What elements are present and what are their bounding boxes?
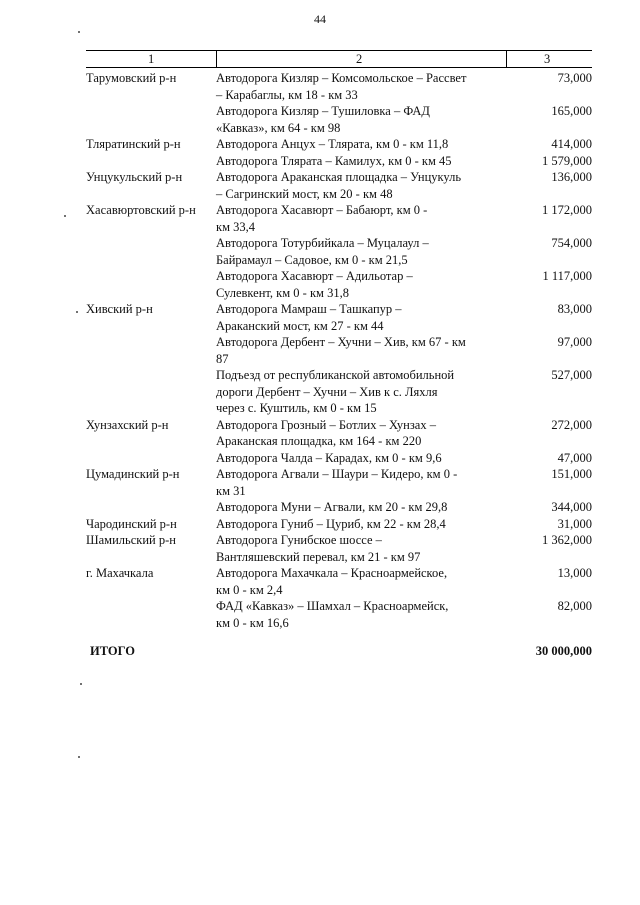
road-cell: [216, 417, 506, 450]
road-line: Автодорога Гунибское шоссе –: [216, 533, 382, 547]
table-row: [86, 153, 592, 170]
road-line: км 31: [216, 483, 246, 498]
road-line: км 0 - км 16,6: [216, 615, 289, 630]
table-body: [86, 70, 592, 631]
road-line: Автодорога Дербент – Хучни – Хив, км 67 - км: [216, 335, 466, 349]
table-row: [86, 417, 592, 450]
road-line: – Карабаглы, км 18 - км 33: [216, 87, 358, 102]
road-line: Автодорога Мамраш – Ташкапур –: [216, 302, 402, 316]
road-line: дороги Дербент – Хучни – Хив к с. Ляхля: [216, 384, 438, 399]
amount-cell: 151,000: [551, 467, 592, 481]
road-line: Автодорога Чалда – Карадах, км 0 - км 9,6: [216, 450, 442, 465]
scan-speck: [78, 756, 80, 758]
amount-cell: 1 117,000: [542, 269, 592, 283]
amount-cell: 47,000: [557, 450, 592, 465]
road-cell: [216, 202, 506, 235]
total-amount: 30 000,000: [535, 644, 592, 658]
road-line: ФАД «Кавказ» – Шамхал – Красноармейск,: [216, 599, 449, 613]
district-cell: г. Махачкала: [86, 566, 154, 580]
district-cell: [86, 598, 216, 631]
amount-cell: 165,000: [551, 104, 592, 118]
table-row: [86, 565, 592, 598]
amount-cell: 1 172,000: [542, 203, 592, 217]
road-line: Вантляшевский перевал, км 21 - км 97: [216, 549, 421, 564]
road-line: 87: [216, 351, 229, 366]
road-line: Автодорога Тлярата – Камилух, км 0 - км 45: [216, 153, 452, 168]
table-row: [86, 202, 592, 235]
scan-speck: [80, 683, 82, 685]
road-cell: [216, 499, 506, 516]
table-row: [86, 268, 592, 301]
amount-cell: 754,000: [551, 236, 592, 250]
table-row: [86, 136, 592, 153]
amount-cell: 73,000: [557, 71, 592, 85]
amount-cell: 13,000: [557, 566, 592, 580]
road-cell: [216, 532, 506, 565]
district-cell: Тарумовский р-н: [86, 71, 177, 85]
road-line: Араканская площадка, км 164 - км 220: [216, 434, 422, 448]
road-line: – Сагринский мост, км 20 - км 48: [216, 186, 393, 201]
road-line: Автодорога Грозный – Ботлих – Хунзах –: [216, 417, 436, 432]
road-cell: [216, 565, 506, 598]
district-cell: Шамильский р-н: [86, 533, 176, 547]
amount-cell: 1 362,000: [542, 533, 592, 547]
table-header: [86, 50, 592, 68]
road-cell: [216, 450, 506, 467]
district-cell: Хивский р-н: [86, 302, 153, 316]
road-line: Автодорога Анцух – Тлярата, км 0 - км 11,8: [216, 137, 449, 151]
district-cell: Чародинский р-н: [86, 516, 177, 531]
road-line: Автодорога Кизляр – Тушиловка – ФАД: [216, 104, 430, 118]
amount-cell: 82,000: [557, 599, 592, 613]
table-row: [86, 499, 592, 516]
table-row: [86, 301, 592, 334]
road-cell: [216, 516, 506, 533]
amount-cell: 83,000: [557, 302, 592, 316]
road-line: Араканский мост, км 27 - км 44: [216, 318, 384, 333]
table-row: [86, 70, 592, 103]
road-line: Автодорога Хасавюрт – Адильотар –: [216, 269, 413, 283]
district-cell: Хасавюртовский р-н: [86, 203, 196, 217]
scan-speck: [78, 31, 80, 33]
road-cell: [216, 136, 506, 153]
road-line: Автодорога Араканская площадка – Унцукуль: [216, 170, 462, 184]
total-row: [86, 643, 592, 660]
district-cell: Тляратинский р-н: [86, 137, 181, 151]
district-cell: [86, 153, 216, 170]
amount-cell: 272,000: [551, 417, 592, 432]
roads-table: [86, 50, 592, 660]
district-cell: [86, 235, 216, 268]
district-cell: Цумадинский р-н: [86, 467, 180, 481]
road-line: Сулевкент, км 0 - км 31,8: [216, 285, 349, 300]
amount-cell: 31,000: [557, 516, 592, 531]
road-line: Автодорога Махачкала – Красноармейское,: [216, 566, 448, 580]
header-col1: 1: [148, 52, 155, 66]
road-cell: [216, 598, 506, 631]
road-line: Байрамаул – Садовое, км 0 - км 21,5: [216, 252, 408, 267]
table-row: [86, 516, 592, 533]
road-line: Автодорога Агвали – Шаури – Кидеро, км 0 -: [216, 467, 458, 481]
table-row: [86, 450, 592, 467]
table-row: [86, 367, 592, 417]
road-cell: [216, 301, 506, 334]
district-cell: [86, 367, 216, 417]
road-cell: [216, 235, 506, 268]
road-cell: [216, 334, 506, 367]
road-line: км 0 - км 2,4: [216, 582, 283, 597]
amount-cell: 527,000: [551, 368, 592, 382]
road-cell: [216, 70, 506, 103]
district-cell: [86, 499, 216, 516]
road-cell: [216, 466, 506, 499]
amount-cell: 344,000: [551, 500, 592, 514]
road-line: Автодорога Гуниб – Цуриб, км 22 - км 28,4: [216, 516, 446, 531]
table-row: [86, 334, 592, 367]
road-line: Автодорога Тотурбийкала – Муцалаул –: [216, 236, 429, 250]
amount-cell: 136,000: [551, 170, 592, 184]
road-line: Автодорога Хасавюрт – Бабаюрт, км 0 -: [216, 203, 428, 217]
table-row: [86, 235, 592, 268]
table-row: [86, 532, 592, 565]
table-row: [86, 598, 592, 631]
header-col2: 2: [356, 52, 363, 66]
amount-cell: 97,000: [557, 335, 592, 349]
district-cell: [86, 450, 216, 467]
district-cell: [86, 334, 216, 367]
table-row: [86, 169, 592, 202]
road-cell: [216, 103, 506, 136]
road-cell: [216, 153, 506, 170]
district-cell: Хунзахский р-н: [86, 417, 169, 432]
amount-cell: 414,000: [551, 137, 592, 151]
district-cell: [86, 268, 216, 301]
road-cell: [216, 169, 506, 202]
road-line: через с. Куштиль, км 0 - км 15: [216, 401, 377, 415]
district-cell: Унцукульский р-н: [86, 170, 183, 184]
road-cell: [216, 367, 506, 417]
scan-speck: [76, 311, 78, 313]
scan-speck: [64, 215, 66, 217]
road-line: «Кавказ», км 64 - км 98: [216, 120, 341, 135]
amount-cell: 1 579,000: [542, 153, 592, 168]
total-label: ИТОГО: [90, 644, 135, 658]
page-number: 44: [314, 12, 326, 26]
district-cell: [86, 103, 216, 136]
header-col3: 3: [544, 52, 551, 66]
table-row: [86, 103, 592, 136]
road-cell: [216, 268, 506, 301]
table-row: [86, 466, 592, 499]
road-line: Автодорога Муни – Агвали, км 20 - км 29,8: [216, 500, 448, 514]
road-line: Подъезд от республиканской автомобильной: [216, 368, 455, 382]
road-line: Автодорога Кизляр – Комсомольское – Рассвет: [216, 71, 467, 85]
road-line: км 33,4: [216, 219, 255, 234]
